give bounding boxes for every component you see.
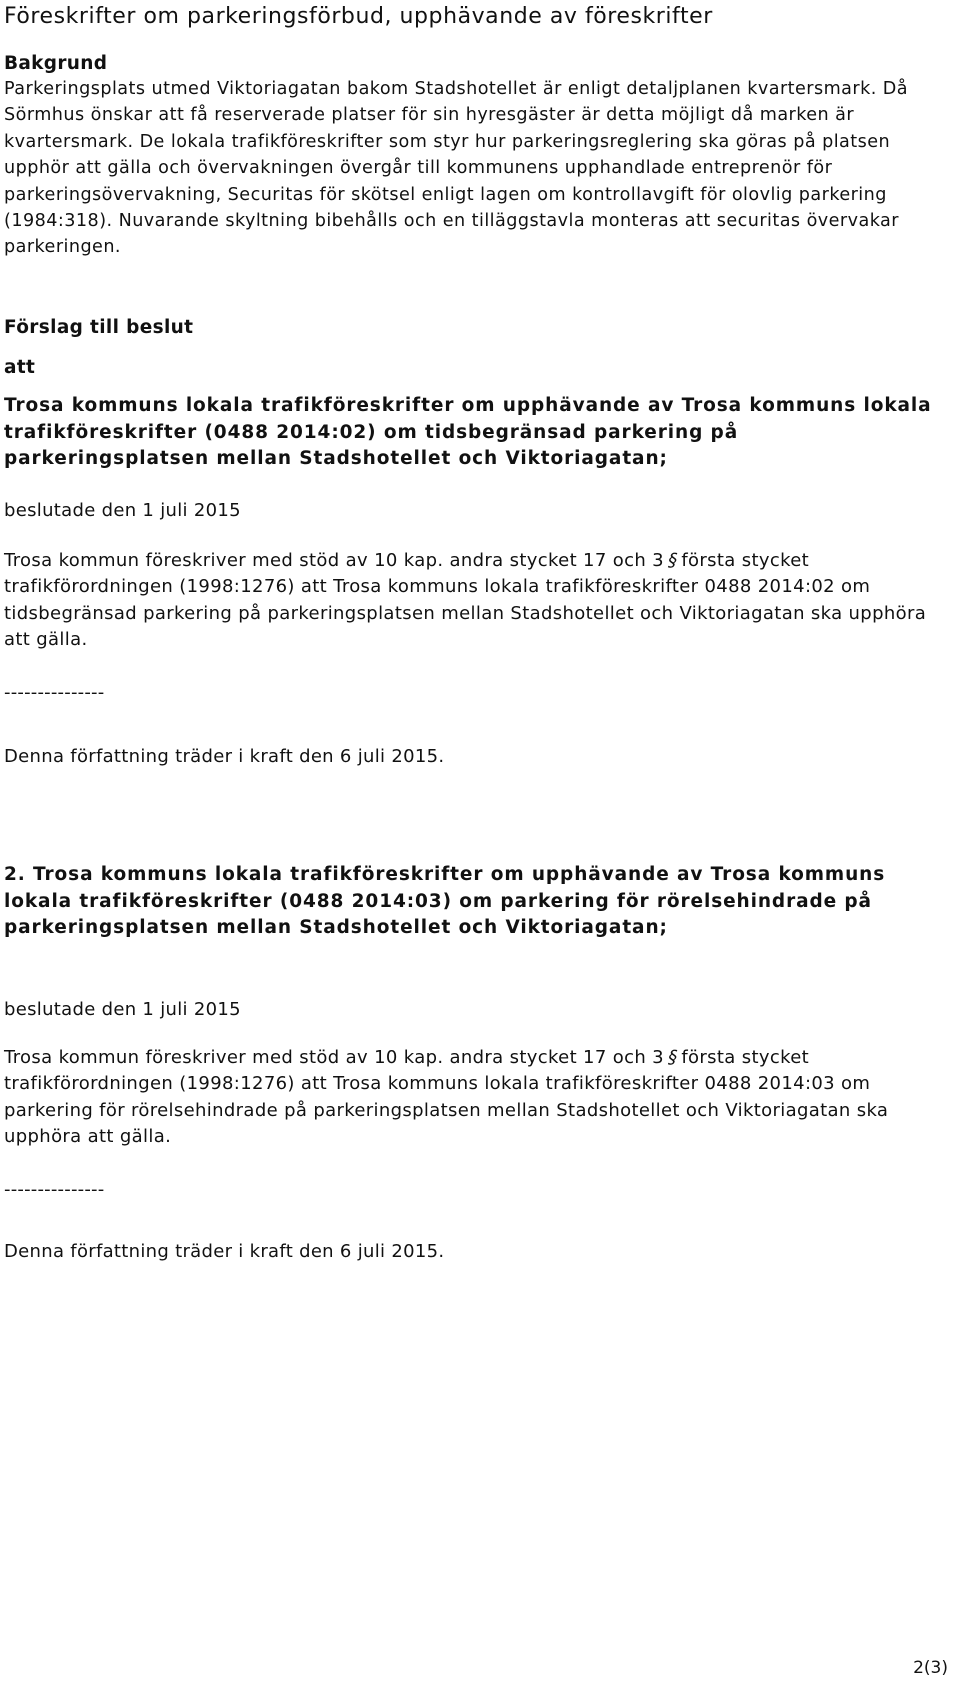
proposal-heading: Förslag till beslut — [4, 317, 194, 338]
decision-2-title: 2. Trosa kommuns lokala trafikföreskrifter om upphävande av Trosa kommuns lokala trafikföreskrifter (0488 2014:03) om parkering för rörelsehindrade på parkeringsplatsen mellan Stadshotellet och Viktoriagatan; — [4, 864, 886, 939]
decision-2-date: beslutade den 1 juli 2015 — [4, 999, 241, 1020]
decision-1-title: Trosa kommuns lokala trafikföreskrifter om upphävande av Trosa kommuns lokala trafikföreskrifter (0488 2014:02) om tidsbegränsad parkering på parkeringsplatsen mellan Stadshotellet och Viktoriagatan; — [4, 395, 932, 470]
decision-1-text-before: Trosa kommun föreskriver med stöd av 10 kap. andra stycket 17 och 3 — [4, 550, 664, 571]
decision-1-effective-date: Denna författning träder i kraft den 6 juli 2015. — [4, 746, 445, 767]
proposal-att: att — [4, 357, 36, 378]
decision-2-effective-date: Denna författning träder i kraft den 6 juli 2015. — [4, 1241, 445, 1262]
page-number: 2(3) — [913, 1658, 948, 1678]
decision-2-text — [4, 1045, 950, 1151]
decision-2-text-after: första stycket trafikförordningen (1998:1276) att Trosa kommuns lokala trafikföreskrifter 0488 2014:03 om parkering för rörelsehindrade på parkeringsplatsen mellan Stadshotellet och Viktoriagatan ska upphöra att gälla. — [4, 1047, 889, 1148]
background-heading: Bakgrund — [4, 53, 108, 74]
decision-2-divider: --------------- — [4, 1179, 105, 1200]
background-text: Parkeringsplats utmed Viktoriagatan bakom Stadshotellet är enligt detaljplanen kvartersmark. Då Sörmhus önskar att få reserverade platser för sin hyresgäster är detta möjligt då marken är kvartersmark. De lokala trafikföreskrifter som styr hur parkeringsreglering ska göras på platsen upphör att gälla och övervakningen övergår till kommunens upphandlade entreprenör för parkeringsövervakning, Securitas för skötsel enligt lagen om kontrollavgift för olovlig parkering (1984:318). Nuvarande skyltning bibehålls och en tilläggstavla monteras att securitas övervakar parkeringen. — [4, 79, 909, 258]
document-title: Föreskrifter om parkeringsförbud, upphävande av föreskrifter — [4, 4, 713, 29]
section-sign: § — [665, 1047, 681, 1068]
decision-2-text-before: Trosa kommun föreskriver med stöd av 10 kap. andra stycket 17 och 3 — [4, 1047, 664, 1068]
decision-1-text — [4, 548, 950, 654]
decision-1-text-after: första stycket trafikförordningen (1998:1276) att Trosa kommuns lokala trafikföreskrifter 0488 2014:02 om tidsbegränsad parkering på parkeringsplatsen mellan Stadshotellet och Viktoriagatan ska upphöra att gälla. — [4, 550, 927, 651]
decision-1-date: beslutade den 1 juli 2015 — [4, 500, 241, 521]
section-sign: § — [665, 550, 681, 571]
decision-1-divider: --------------- — [4, 682, 105, 703]
